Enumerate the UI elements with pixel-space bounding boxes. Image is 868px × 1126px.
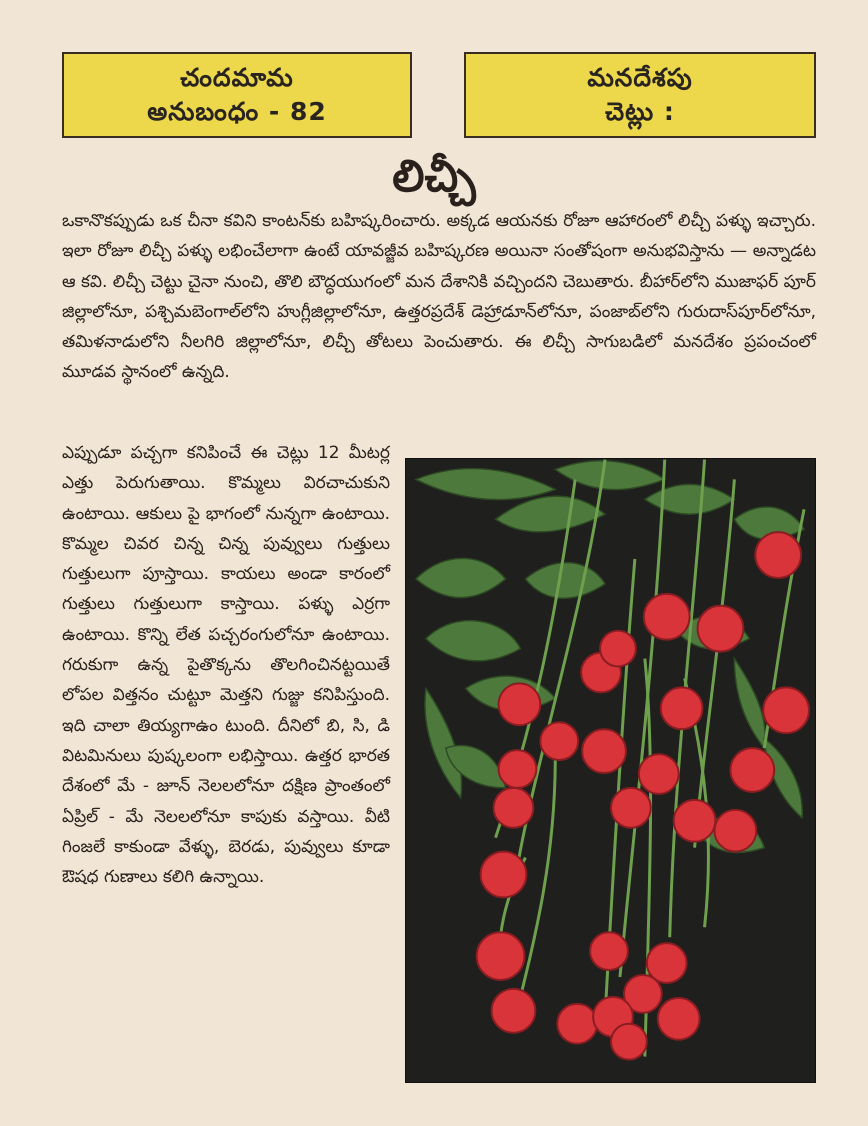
topic-line1: మనదేశపు bbox=[587, 63, 693, 92]
lychee-illustration-svg bbox=[406, 459, 815, 1082]
header-box-topic bbox=[464, 52, 816, 138]
lychee-branch-illustration bbox=[405, 458, 816, 1083]
article-title: లిచ్చీ bbox=[392, 151, 476, 202]
topic-line2: చెట్లు : bbox=[605, 97, 675, 126]
supplement-number: అనుబంధం - 82 bbox=[147, 97, 327, 126]
series-name: చందమామ bbox=[180, 63, 294, 92]
intro-paragraph: ఒకానొకప్పుడు ఒక చీనా కవిని కాంటన్‌కు బహిష్కరించారు. అక్కడ ఆయనకు రోజూ ఆహారంలో లిచ్చీ పళ్ళు ఇచ్చారు. ఇలా రోజూ లిచ్చీ పళ్ళు లభించేలాగా ఉంటే యావజ్జీవ బహిష్కరణ అయినా సంతోషంగా అనుభవిస్తాను — అన్నాడట ఆ కవి. లిచ్చీ చెట్టు చైనా నుంచి, తొలి బౌద్ధయుగంలో మన దేశానికి వచ్చిందని చెబుతారు. బీహార్‌లోని ముజాఫర్ పూర్ జిల్లాలోనూ, పశ్చిమబెంగాల్‌లోని హుగ్లీజిల్లాలోనూ, ఉత్తరప్రదేశ్ డెహ్రాడూన్‌లోనూ, పంజాబ్‌లోని గురుదాస్‌పూర్‌లోనూ, తమిళనాడులోని నీలగిరి జిల్లాలోనూ, లిచ్చీ తోటలు పెంచుతారు. ఈ లిచ్చీ సాగుబడిలో మనదేశం ప్రపంచంలో మూడవ స్థానంలో ఉన్నది. bbox=[62, 211, 816, 383]
lychee-fruits-group bbox=[477, 532, 809, 1059]
body-column-paragraph: ఎప్పుడూ పచ్చగా కనిపించే ఈ చెట్లు 12 మీటర్ల ఎత్తు పెరుగుతాయి. కొమ్మలు విరచాచుకుని ఉంటాయి. ఆకులు పై భాగంలో నున్నగా ఉంటాయి. కొమ్మల చివర చిన్న చిన్న పువ్వులు గుత్తులు గుత్తులుగా పూస్తాయి. కాయలు అండా కారంలో గుత్తులు గుత్తులుగా కాస్తాయి. పళ్ళు ఎర్రగా ఉంటాయి. కొన్ని లేత పచ్చరంగులోనూ ఉంటాయి. గరుకుగా ఉన్న పైతొక్కను తొలగించినట్టయితే లోపల విత్తనం చుట్టూ మెత్తని గుజ్జు కనిపిస్తుంది. ఇది చాలా తియ్యగాఉం టుంది. దీనిలో బి, సి, డి విటమినులు పుష్కలంగా లభిస్తాయి. ఉత్తర భారత దేశంలో మే - జూన్ నెలలలోనూ దక్షిణ ప్రాంతంలో ఏప్రిల్ - మే నెలలలోనూ కాపుకు వస్తాయి. వీటి గింజలే కాకుండా వేళ్ళు, బెరడు, పువ్వులు కూడా ఔషధ గుణాలు కలిగి ఉన్నాయి. bbox=[62, 443, 390, 888]
header-box-series bbox=[62, 52, 412, 138]
